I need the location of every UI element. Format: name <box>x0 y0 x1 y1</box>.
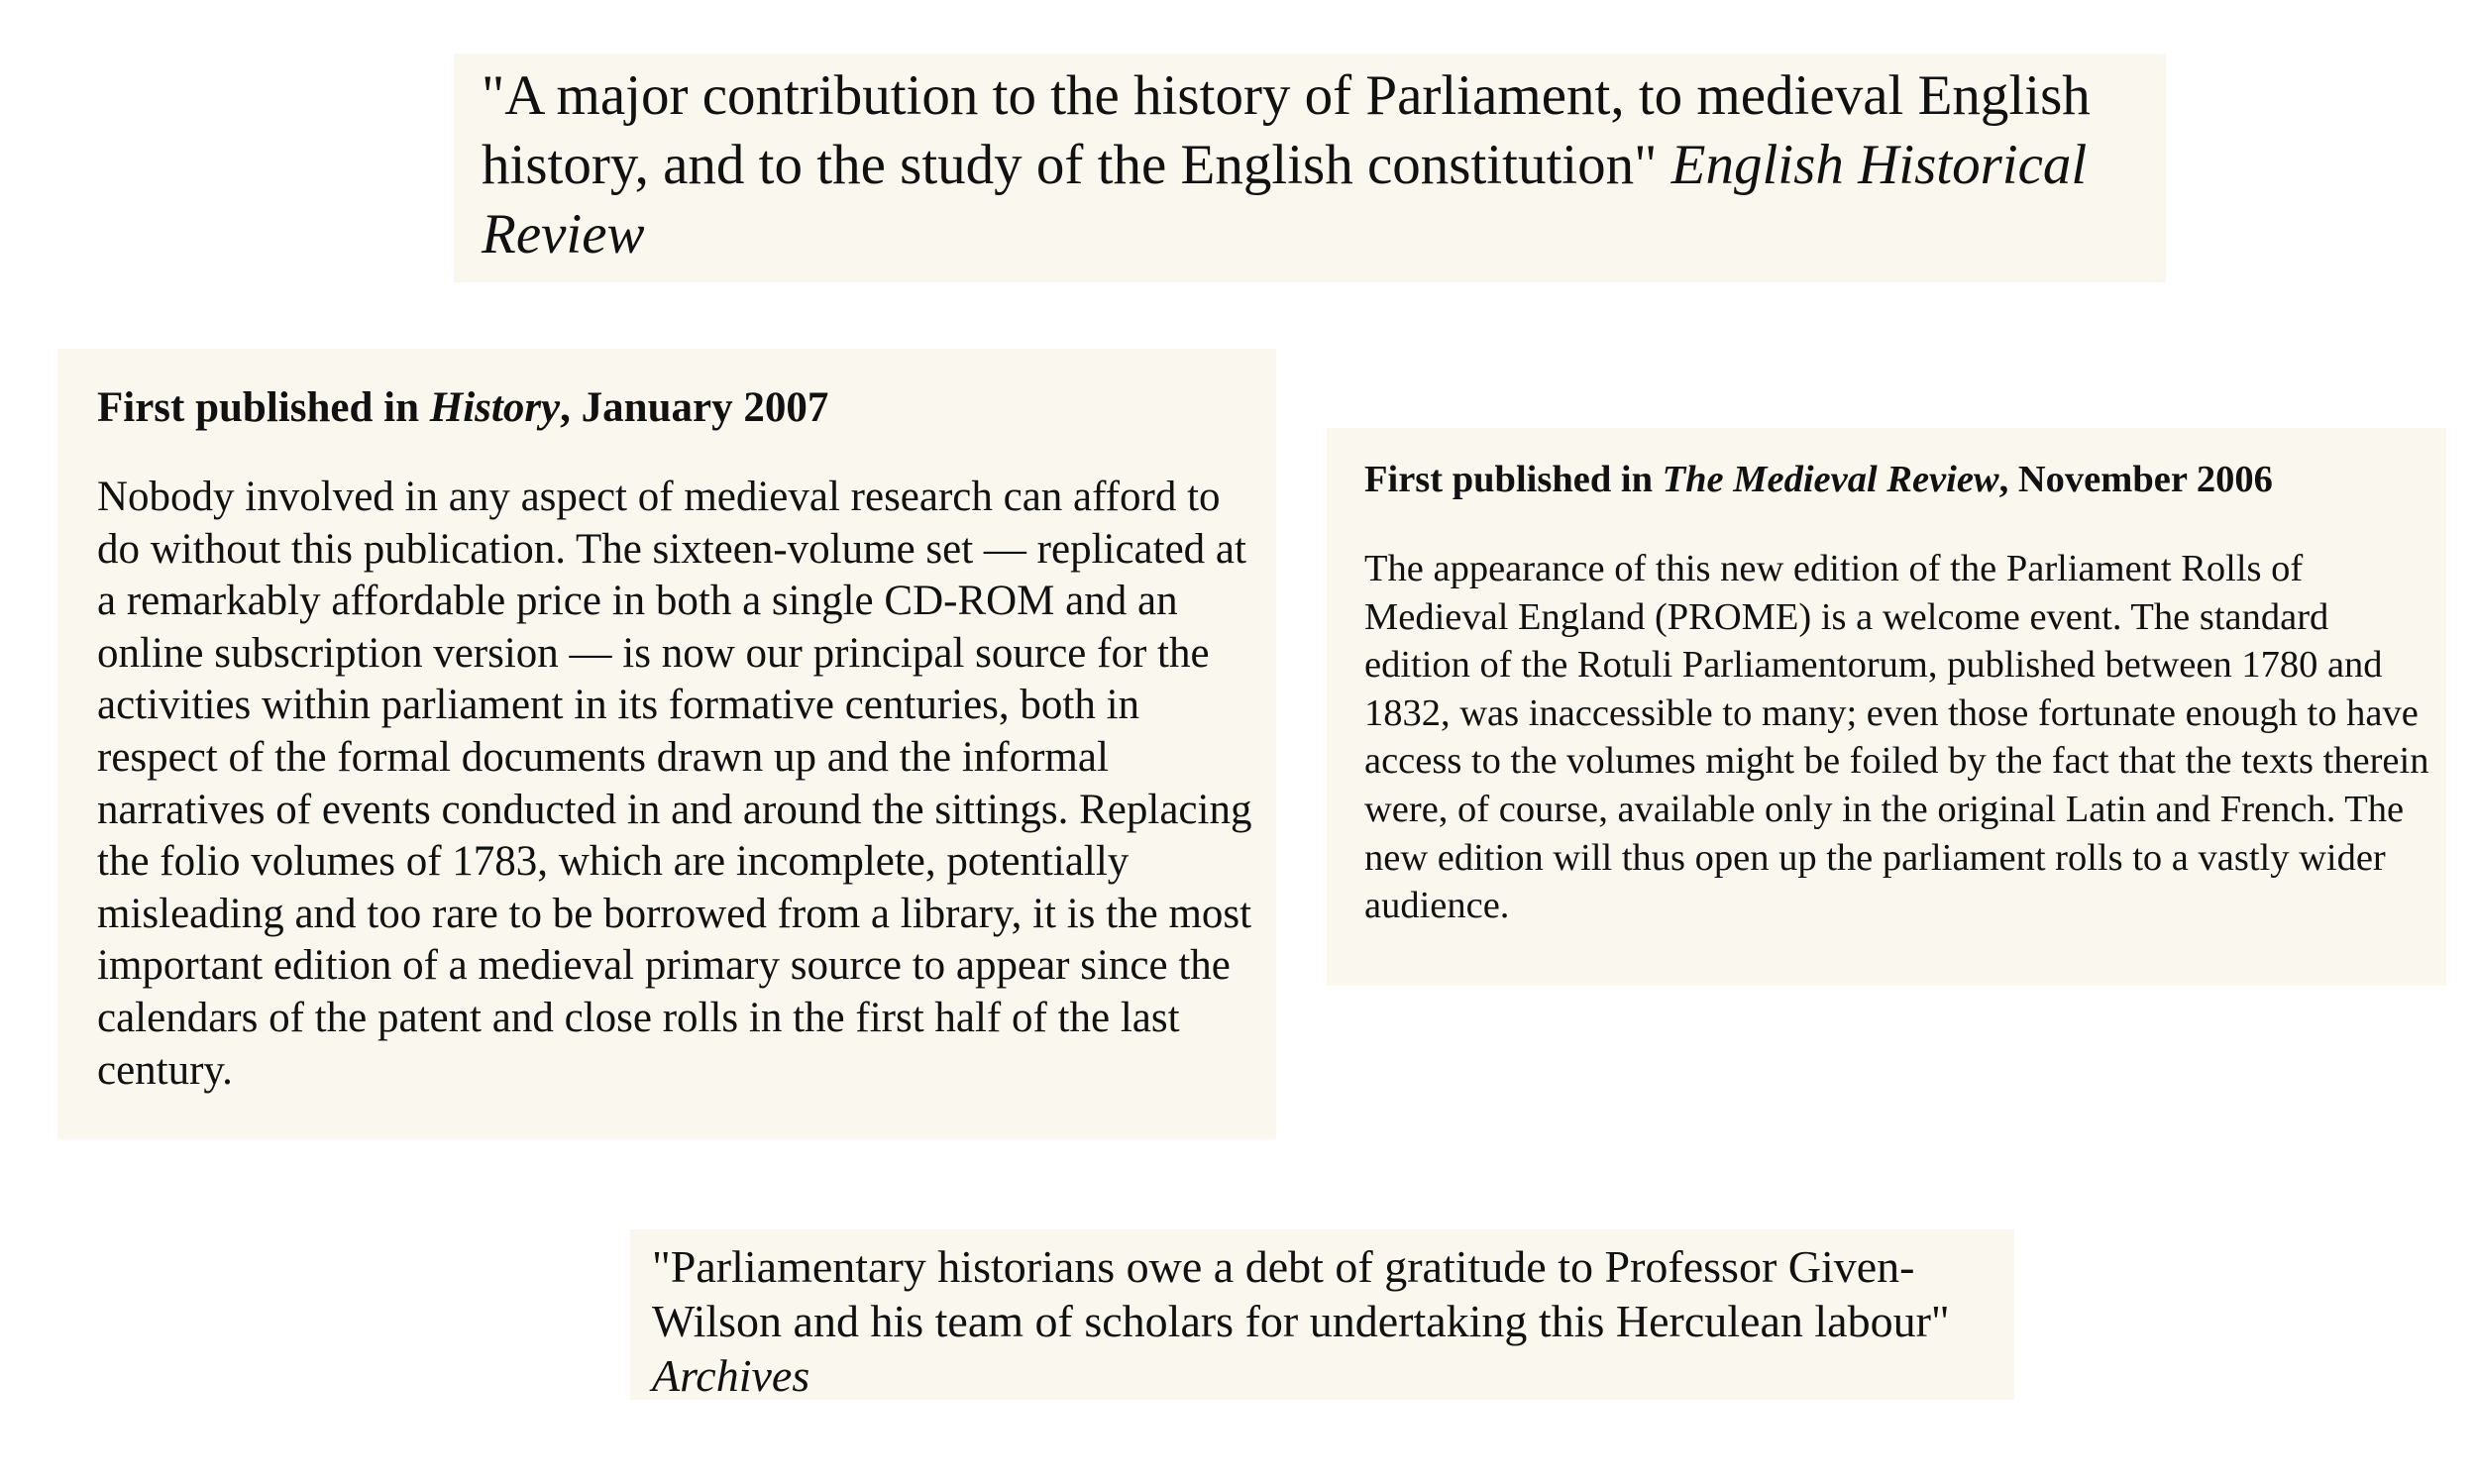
quote-text: "A major contribution to the history of Parliament, to medieval English history, and to the study of the English constitution" <box>482 64 2091 196</box>
quote-text: "Parliamentary historians owe a debt of gratitude to Professor Given-Wilson and his team of scholars for undertaking this Herculean labour" <box>652 1241 1950 1346</box>
review-body: Nobody involved in any aspect of medieval research can afford to do without this publication. The sixteen-volume set — replicated at a remarkably affordable price in both a single CD-ROM and an online subscription version — is now our principal source for the activities within parliament in its formative centuries, both in respect of the formal documents drawn up and the informal narratives of events conducted in and around the sittings. Replacing the folio volumes of 1783, which are incomplete, potentially misleading and too rare to be borrowed from a library, it is the most important edition of a medieval primary source to appear since the calendars of the patent and close rolls in the first half of the last century. <box>97 474 1252 1094</box>
review-heading <box>97 382 1256 434</box>
review-heading-prefix: First published in <box>1364 459 1663 500</box>
review-heading-date: , November 2006 <box>1998 459 2273 500</box>
quote-english-historical-review <box>454 53 2166 282</box>
quote-archives <box>630 1229 2014 1400</box>
review-heading-prefix: First published in <box>97 384 430 431</box>
quote-source: English Historical Review <box>482 134 2088 265</box>
review-heading-journal: The Medieval Review <box>1662 459 1999 500</box>
review-heading-journal: History <box>429 384 561 431</box>
review-heading-date: , January 2007 <box>560 384 829 431</box>
quote-source: Archives <box>652 1350 810 1400</box>
review-body: The appearance of this new edition of the Parliament Rolls of Medieval England (PROME) is a welcome event. The standard edition of the Rotuli Parliamentorum, published between 1780 and 1832, was inaccessible to many; even those fortunate enough to have access to the volumes might be foiled by the fact that the texts therein were, of course, available only in the original Latin and French. The new edition will thus open up the parliament rolls to a vastly wider audience. <box>1364 548 2429 927</box>
review-medieval-review <box>1327 428 2446 986</box>
review-heading <box>1364 456 2434 503</box>
review-history-journal <box>57 349 1276 1139</box>
